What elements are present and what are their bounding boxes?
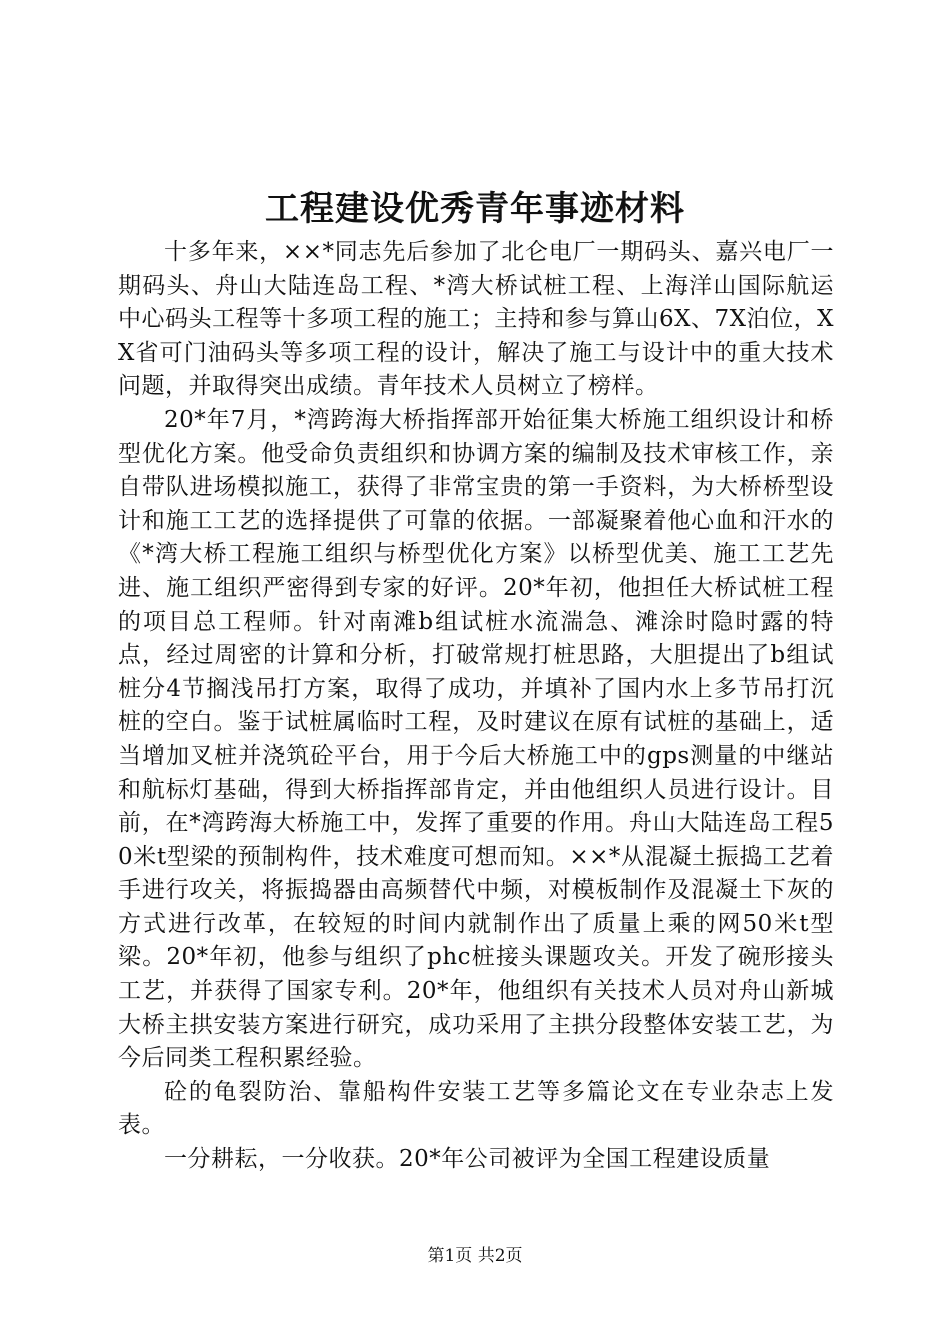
- page-number-footer: 第1页 共2页: [427, 1246, 523, 1266]
- paragraph: 20*年7月，*湾跨海大桥指挥部开始征集大桥施工组织设计和桥型优化方案。他受命负责组织和协调方案的编制及技术审核工作，亲自带队进场模拟施工，获得了非常宝贵的第一手资料，为大桥桥型设计和施工工艺的选择提供了可靠的依据。一部凝聚着他心血和汗水的《*湾大桥工程施工组织与桥型优化方案》以桥型优美、施工工艺先进、施工组织严密得到专家的好评。20*年初，他担任大桥试桩工程的项目总工程师。针对南滩b组试桩水流湍急、滩涂时隐时露的特点，经过周密的计算和分析，打破常规打桩思路，大胆提出了b组试桩分4节搁浅吊打方案，取得了成功，并填补了国内水上多节吊打沉桩的空白。鉴于试桩属临时工程，及时建议在原有试桩的基础上，适当增加叉桩并浇筑砼平台，用于今后大桥施工中的gps测量的中继站和航标灯基础，得到大桥指挥部肯定，并由他组织人员进行设计。目前，在*湾跨海大桥施工中，发挥了重要的作用。舟山大陆连岛工程50米t型梁的预制构件，技术难度可想而知。××*从混凝土振捣工艺着手进行攻关，将振捣器由高频替代中频，对模板制作及混凝土下灰的方式进行改革，在较短的时间内就制作出了质量上乘的网50米t型梁。20*年初，他参与组织了phc桩接头课题攻关。开发了碗形接头工艺，并获得了国家专利。20*年，他组织有关技术人员对舟山新城大桥主拱安装方案进行研究，成功采用了主拱分段整体安装工艺，为今后同类工程积累经验。: [118, 406, 834, 1072]
- document-body: [118, 236, 834, 1177]
- paragraph: 十多年来，××*同志先后参加了北仑电厂一期码头、嘉兴电厂一期码头、舟山大陆连岛工程、*湾大桥试桩工程、上海洋山国际航运中心码头工程等十多项工程的施工；主持和参与算山6X、7X泊位，XX省可门油码头等多项工程的设计，解决了施工与设计中的重大技术问题，并取得突出成绩。青年技术人员树立了榜样。: [118, 239, 834, 400]
- document-title: 工程建设优秀青年事迹材料: [265, 189, 685, 229]
- paragraph: 一分耕耘，一分收获。20*年公司被评为全国工程建设质量: [164, 1146, 771, 1173]
- paragraph: 砼的龟裂防治、靠船构件安装工艺等多篇论文在专业杂志上发表。: [118, 1078, 834, 1139]
